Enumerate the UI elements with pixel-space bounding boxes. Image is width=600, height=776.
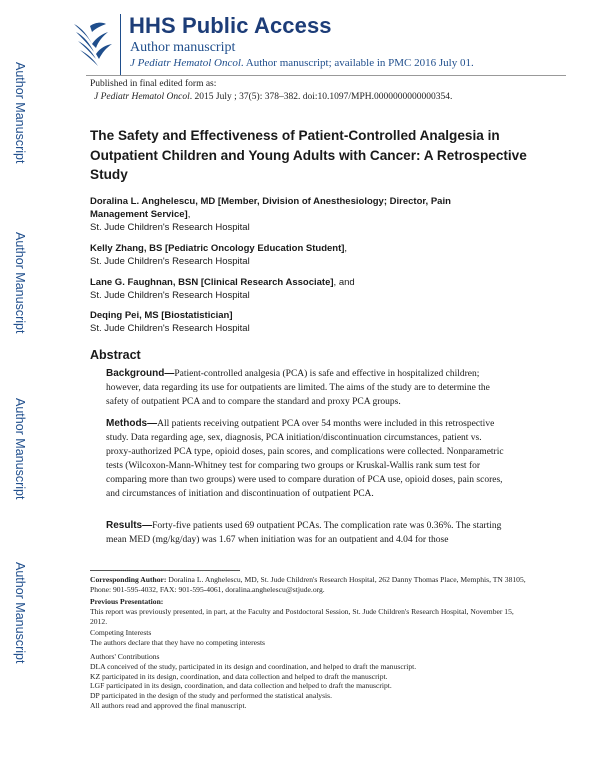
competing-text: The authors declare that they have no competing interests xyxy=(90,637,266,647)
author-affiliation: St. Jude Children's Research Hospital xyxy=(90,256,250,267)
side-label-author-manuscript: Author Manuscript xyxy=(13,62,27,164)
footnote-rule xyxy=(90,570,240,571)
corresponding-author-note xyxy=(90,575,530,595)
hhs-public-access-title: HHS Public Access xyxy=(129,13,332,38)
background-label: Background— xyxy=(106,368,175,379)
contribution-line: All authors read and approved the final manuscript. xyxy=(90,700,247,710)
author-name: Lane G. Faughnan, BSN [Clinical Research Associate], and xyxy=(90,277,355,288)
competing-interests-note xyxy=(90,628,530,648)
author-block xyxy=(90,309,510,335)
competing-label: Competing Interests xyxy=(90,628,152,637)
author-manuscript-label: Author manuscript xyxy=(130,40,236,55)
author-name: Doralina L. Anghelescu, MD [Member, Division of Anesthesiology; Director, Pain Management Service], xyxy=(90,196,451,220)
author-affiliation: St. Jude Children's Research Hospital xyxy=(90,290,250,301)
abstract-results xyxy=(106,519,506,547)
header xyxy=(0,0,600,78)
abstract-background xyxy=(106,367,506,409)
header-divider xyxy=(120,14,121,76)
side-label-author-manuscript: Author Manuscript xyxy=(13,398,27,500)
results-text: Forty-five patients used 69 outpatient PCAs. The complication rate was 0.36%. The starting mean MED (mg/kg/day) was 1.67 when initiation was for an outpatient and 4.04 for those xyxy=(106,521,502,546)
side-label-author-manuscript: Author Manuscript xyxy=(13,562,27,664)
previous-text: This report was previously presented, in part, at the Faculty and Postdoctoral Session, St. Jude Children's Research Hospital, November 15, 2012. xyxy=(90,606,514,626)
author-block xyxy=(90,242,510,268)
abstract-methods xyxy=(106,417,506,502)
journal-availability xyxy=(130,57,474,69)
journal-abbrev[interactable]: J Pediatr Hematol Oncol xyxy=(130,57,241,69)
background-text: Patient-controlled analgesia (PCA) is safe and effective in hospitalized children; however, data regarding its use for outpatients are limited. The aims of the study are to determine the safety of outpatient PCA and to compare the standard and proxy PCA groups. xyxy=(106,369,490,408)
article-title: The Safety and Effectiveness of Patient-Controlled Analgesia in Outpatient Children and Young Adults with Cancer: A Retrospective Study xyxy=(90,128,527,182)
citation-line xyxy=(94,92,452,102)
contribution-line: DLA conceived of the study, participated in its design and coordination, and helped to draft the manuscript. xyxy=(90,661,417,671)
contribution-line: DP participated in the design of the study and performed the statistical analysis. xyxy=(90,691,333,701)
contribution-line: LGF participated in its design, coordination, and data collection and helped to draft the manuscript. xyxy=(90,681,392,691)
previous-presentation-note xyxy=(90,597,530,626)
author-affiliation: St. Jude Children's Research Hospital xyxy=(90,222,250,233)
citation-journal: J Pediatr Hematol Oncol xyxy=(94,92,190,102)
header-rule xyxy=(86,75,566,76)
author-affiliation: St. Jude Children's Research Hospital xyxy=(90,323,250,334)
results-label: Results— xyxy=(106,520,153,531)
published-in-label: Published in final edited form as: xyxy=(90,79,217,89)
contribution-line: KZ participated in its design, coordination, and data collection and helped to draft the manuscript. xyxy=(90,671,388,681)
abstract-heading: Abstract xyxy=(90,348,141,362)
author-block xyxy=(90,195,510,234)
side-label-author-manuscript: Author Manuscript xyxy=(13,232,27,334)
previous-label: Previous Presentation: xyxy=(90,597,164,606)
corresponding-label: Corresponding Author: xyxy=(90,575,167,584)
methods-label: Methods— xyxy=(106,418,158,429)
hhs-eagle-logo-icon xyxy=(68,14,116,74)
corresponding-text: Doralina L. Anghelescu, MD, St. Jude Children's Research Hospital, 262 Danny Thomas Place, Memphis, TN 38105, Phone: 901-595-4032, FAX: 901-595-4061, doralina.anghelescu@stjude.org. xyxy=(90,575,526,594)
contributions-note xyxy=(90,652,530,711)
methods-text: All patients receiving outpatient PCA over 54 months were included in this retrospective study. Data regarding age, sex, diagnosis, PCA initiation/discontinuation circumstances, patient vs. proxy-authorized PCA type, opioid doses, pain scores, and complications were collected. Nonparametric tests (Wilcoxon-Mann-Whitney test for comparing two groups or Kruskal-Wallis rank sum test for comparing more than two groups) were used to compare duration of PCA use, opioid doses, pain scores, and circumstances of initiation and discontinuation of outpatient PCA. xyxy=(106,419,504,500)
author-block xyxy=(90,276,510,302)
author-name: Deqing Pei, MS [Biostatistician] xyxy=(90,310,233,321)
citation-text: . 2015 July ; 37(5): 378–382. doi:10.1097/MPH.0000000000000354. xyxy=(189,92,453,102)
contrib-label: Authors' Contributions xyxy=(90,652,160,661)
availability-text: . Author manuscript; available in PMC 2016 July 01. xyxy=(240,57,474,69)
author-name: Kelly Zhang, BS [Pediatric Oncology Education Student], xyxy=(90,243,348,254)
